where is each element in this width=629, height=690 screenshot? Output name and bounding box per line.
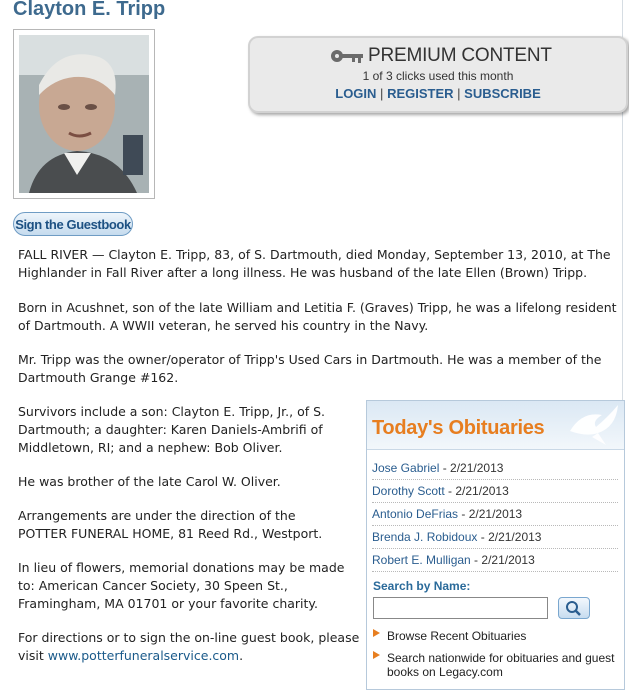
key-icon [330, 48, 364, 64]
obituary-name-link[interactable]: Dorothy Scott [372, 484, 445, 498]
obituary-date: 2/21/2013 [455, 484, 509, 498]
obituary-list-item [372, 549, 618, 572]
obituary-paragraph: Survivors include a son: Clayton E. Tripp, Jr., of S. Dartmouth; a daughter: Karen Daniels-Ambrifi of Middletown, RI; and a nephew: Bob Oliver. [18, 404, 326, 455]
search-button[interactable] [558, 597, 590, 619]
search-by-name-label: Search by Name: [373, 579, 471, 593]
obituary-list-item [372, 503, 618, 526]
search-name-input[interactable] [373, 597, 548, 619]
obituary-name-link[interactable]: Robert E. Mulligan [372, 553, 471, 567]
login-link[interactable]: LOGIN [335, 86, 377, 101]
obituary-paragraph: In lieu of flowers, memorial donations may be made to: American Cancer Society, 30 Speen St., Framingham, MA 01701 or your favorite charity. [18, 560, 345, 611]
browse-recent-obituaries-link[interactable]: Browse Recent Obituaries [387, 629, 527, 643]
obituary-date: 2/21/2013 [468, 507, 523, 521]
date-separator: - [458, 507, 469, 521]
todays-obituaries-widget [366, 400, 625, 690]
obituary-paragraph: Mr. Tripp was the owner/operator of Tripp's Used Cars in Dartmouth. He was a member of the Dartmouth Grange #162. [18, 352, 602, 385]
obituary-paragraph [18, 629, 363, 665]
obituary-paragraph: FALL RIVER — Clayton E. Tripp, 83, of S. Dartmouth, died Monday, September 13, 2010, at The Highlander in Fall River after a long illness. He was husband of the late Ellen (Brown) Tripp. [18, 247, 611, 280]
obituary-paragraph: Arrangements are under the direction of the POTTER FUNERAL HOME, 81 Reed Rd., Westport. [18, 508, 323, 541]
date-separator: - [439, 461, 451, 475]
link-separator: | [457, 86, 461, 101]
portrait-photo [19, 35, 149, 193]
arrow-bullet-icon [373, 651, 380, 659]
obituary-date: 2/21/2013 [481, 553, 535, 567]
obituary-list-item [372, 457, 618, 480]
directions-text: For directions or to sign the on-line guest book, please visit [18, 630, 360, 663]
premium-title: PREMIUM CONTENT [368, 45, 552, 66]
dove-icon [562, 401, 622, 449]
obituary-list-item [372, 526, 618, 549]
funeral-home-link[interactable]: www.potterfuneralservice.com [47, 648, 240, 663]
obituary-list-item [372, 480, 618, 503]
arrow-bullet-icon [373, 629, 380, 637]
obituary-name-link[interactable]: Antonio DeFrias [372, 507, 459, 521]
todays-obituaries-title: Today's Obituaries [372, 417, 545, 439]
todays-obituaries-header [367, 401, 624, 450]
obituary-date: 2/21/2013 [488, 530, 542, 544]
sentence-end: . [239, 648, 244, 663]
obituary-date: 2/21/2013 [450, 461, 504, 475]
obituary-paragraph: Born in Acushnet, son of the late William and Letitia F. (Graves) Tripp, he was a lifelong resident of Dartmouth. A WWII veteran, he served his country in the Navy. [18, 300, 617, 333]
subscribe-link[interactable]: SUBSCRIBE [464, 86, 541, 101]
date-separator: - [470, 553, 482, 567]
page-title: Clayton E. Tripp [13, 0, 166, 20]
link-separator: | [380, 86, 384, 101]
search-legacy-link[interactable]: Search nationwide for obituaries and guest books on Legacy.com [387, 651, 615, 679]
obituary-name-link[interactable]: Jose Gabriel [372, 461, 440, 475]
magnifier-icon [559, 598, 589, 618]
premium-links [250, 86, 626, 101]
register-link[interactable]: REGISTER [387, 86, 454, 101]
obituary-paragraph: He was brother of the late Carol W. Oliver. [18, 474, 281, 489]
portrait-frame [13, 29, 155, 199]
premium-clicks-used: 1 of 3 clicks used this month [362, 69, 514, 83]
obituary-name-link[interactable]: Brenda J. Robidoux [372, 530, 478, 544]
date-separator: - [444, 484, 456, 498]
premium-content-box [248, 36, 628, 113]
date-separator: - [477, 530, 489, 544]
sign-guestbook-button[interactable]: Sign the Guestbook [13, 212, 133, 236]
